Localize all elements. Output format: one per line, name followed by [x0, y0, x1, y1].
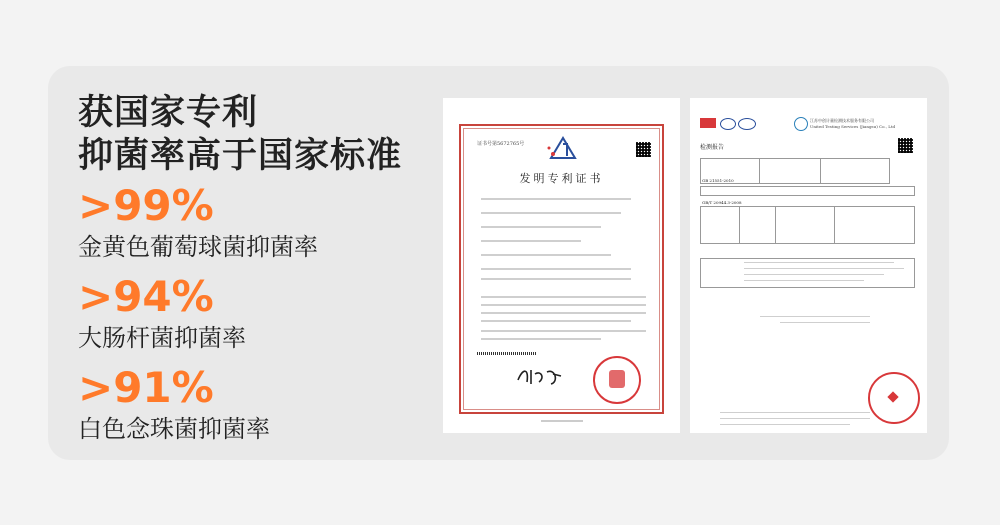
- barcode-icon: [477, 352, 537, 355]
- test-report-image: 江苏中创计量检测技术服务有限公司 United Testing Services (Jiangsu) Co., Ltd 检测报告 GB 21551-2010 GB/T 20944.3-2008: [690, 98, 927, 433]
- cma-logo-icon: [700, 118, 716, 128]
- stat-label: 白色念珠菌抑菌率: [78, 415, 270, 443]
- stat-label: 金黄色葡萄球菌抑菌率: [78, 233, 318, 261]
- stat-label: 大肠杆菌抑菌率: [78, 324, 246, 352]
- stat-percent: >91%: [78, 363, 214, 412]
- signature-icon: [515, 364, 565, 388]
- uts-logo-icon: [794, 117, 808, 131]
- standard-1: GB 21551-2010: [702, 178, 734, 183]
- patent-emblem-icon: [543, 136, 583, 162]
- report-title: 检测报告: [700, 144, 725, 151]
- qr-code-icon: [898, 138, 913, 153]
- patent-title: 发明专利证书: [519, 172, 604, 185]
- headline-line-1: 获国家专利: [78, 93, 259, 133]
- headline-line-2: 抑菌率高于国家标准: [78, 136, 403, 176]
- testing-company-name: United Testing Services (Jiangsu) Co., Ltd: [810, 124, 896, 129]
- official-seal-icon: [593, 356, 641, 404]
- stat-percent: >94%: [78, 272, 214, 321]
- stat-staph: [78, 181, 318, 262]
- stat-candida: [78, 363, 270, 444]
- stat-ecoli: [78, 272, 246, 353]
- qr-code-icon: [636, 142, 651, 157]
- headline: [78, 92, 402, 178]
- standard-2: GB/T 20944.3-2008: [702, 200, 742, 205]
- testing-seal-icon: [868, 372, 920, 424]
- cert-number: 证书号第5672765号: [477, 141, 525, 147]
- ilac-logo-icon: [720, 118, 736, 130]
- stat-percent: >99%: [78, 181, 214, 230]
- cnas-logo-icon: [738, 118, 756, 130]
- patent-certificate-image: [443, 98, 680, 433]
